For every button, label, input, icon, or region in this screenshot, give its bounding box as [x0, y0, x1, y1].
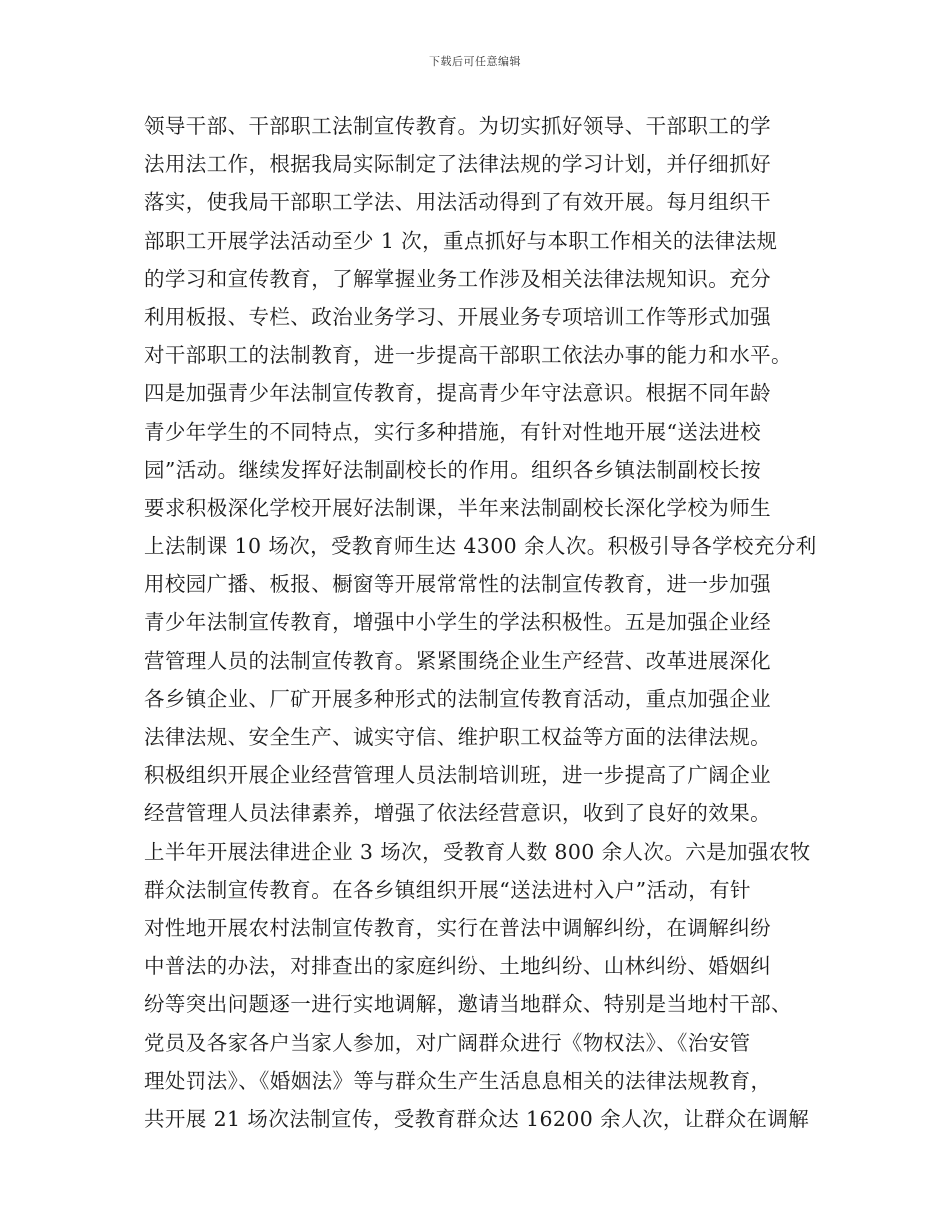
text-line: 园”活动。继续发挥好法制副校长的作用。组织各乡镇法制副校长按 [144, 457, 761, 482]
page-header: 下载后可任意编辑 [429, 55, 521, 68]
text-line: 青少年学生的不同特点，实行多种措施，有针对性地开展“送法进校 [144, 419, 761, 444]
text-line: 利用板报、专栏、政治业务学习、开展业务专项培训工作等形式加强 [144, 304, 771, 329]
text-line: 青少年法制宣传教育，增强中小学生的学法积极性。五是加强企业经 [144, 610, 771, 635]
text-line: 积极组织开展企业经营管理人员法制培训班，进一步提高了广阔企业 [144, 763, 771, 788]
text-line: 的学习和宣传教育，了解掌握业务工作涉及相关法律法规知识。充分 [144, 266, 771, 291]
text-line: 纷等突出问题逐一进行实地调解，邀请当地群众、特别是当地村干部、 [144, 992, 792, 1017]
text-line: 要求积极深化学校开展好法制课，半年来法制副校长深化学校为师生 [144, 495, 771, 520]
text-line: 党员及各家各户当家人参加，对广阔群众进行《物权法》、《治安管 [144, 1030, 751, 1055]
text-line: 经营管理人员法律素养，增强了依法经营意识，收到了良好的效果。 [144, 801, 771, 826]
text-line: 法用法工作，根据我局实际制定了法律法规的学习计划，并仔细抓好 [144, 152, 771, 177]
text-line: 对性地开展农村法制宣传教育，实行在普法中调解纠纷，在调解纠纷 [144, 915, 771, 940]
text-line: 营管理人员的法制宣传教育。紧紧围绕企业生产经营、改革进展深化 [144, 648, 771, 673]
text-line: 落实，使我局干部职工学法、用法活动得到了有效开展。每月组织干 [144, 190, 771, 215]
text-line: 中普法的办法，对排查出的家庭纠纷、土地纠纷、山林纠纷、婚姻纠 [144, 954, 771, 979]
text-line: 各乡镇企业、厂矿开展多种形式的法制宣传教育活动，重点加强企业 [144, 686, 771, 711]
text-line: 上法制课 10 场次，受教育师生达 4300 余人次。积极引导各学校充分利 [144, 534, 817, 559]
text-line: 共开展 21 场次法制宣传，受教育群众达 16200 余人次，让群众在调解 [144, 1106, 810, 1131]
text-line: 群众法制宣传教育。在各乡镇组织开展“送法进村入户”活动，有针 [144, 877, 751, 902]
text-line: 上半年开展法律进企业 3 场次，受教育人数 800 余人次。六是加强农牧 [144, 839, 811, 864]
body-text [144, 107, 824, 1138]
text-line: 用校园广播、板报、橱窗等开展常常性的法制宣传教育，进一步加强 [144, 572, 771, 597]
text-line: 理处罚法》、《婚姻法》等与群众生产生活息息相关的法律法规教育， [144, 1068, 772, 1093]
text-line: 部职工开展学法活动至少 1 次，重点抓好与本职工作相关的法律法规 [144, 228, 778, 253]
text-line: 对干部职工的法制教育，进一步提高干部职工依法办事的能力和水平。 [144, 343, 792, 368]
text-line: 四是加强青少年法制宣传教育，提高青少年守法意识。根据不同年龄 [144, 381, 771, 406]
text-line: 领导干部、干部职工法制宣传教育。为切实抓好领导、干部职工的学 [144, 114, 771, 138]
text-line: 法律法规、安全生产、诚实守信、维护职工权益等方面的法律法规。 [144, 725, 771, 749]
